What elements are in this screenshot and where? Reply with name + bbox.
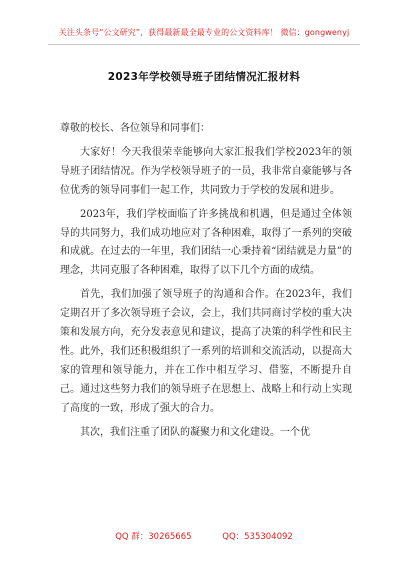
footer-qq-group: QQ 群：30265665 — [115, 532, 192, 542]
paragraph-3: 首先，我们加强了领导班子的沟通和合作。在2023年，我们定期召开了多次领导班子会议，会上，我们共同商讨学校的重大决策和发展方向，充分发表意见和建议，提高了决策的科学性和民主性。此外，我们还积极组织了一系列的培训和交流活动，以提高大家的管理和领导能力，并在工作中相互学习、借鉴，不断提升自己。通过这些努力我们的领导班子在思想上、战略上和行动上实现了高度的一致，形成了强大的合力。 — [60, 289, 352, 414]
footer-contact — [0, 530, 408, 542]
salutation: 尊敬的校长、各位领导和同事们： — [60, 123, 210, 134]
footer-qq: QQ：535304092 — [222, 532, 293, 542]
paragraph-2: 2023年，我们学校面临了许多挑战和机遇，但是通过全体领导的共同努力，我们成功地应对了各种困难，取得了一系列的突破和成就。在过去的一年里，我们团结一心秉持着“团结就是力量”的理念，共同克服了各种困难，取得了以下几个方面的成绩。 — [60, 208, 352, 277]
document-title: 2023年学校领导班子团结情况汇报材料 — [107, 71, 301, 83]
header-banner: 关注头条号“公文研究”，获得最新最全最专业的公文资料库！ 微信：gongwenyj — [58, 28, 350, 37]
document-body — [60, 120, 352, 448]
header-divider — [48, 44, 360, 45]
paragraph-1: 大家好！今天我很荣幸能够向大家汇报我们学校2023年的领导班子团结情况。作为学校领导班子的一员，我非常自豪能够与各位优秀的领导同事们一起工作，共同致力于学校的发展和进步。 — [60, 146, 352, 196]
paragraph-4: 其次，我们注重了团队的凝聚力和文化建设。一个优 — [80, 426, 310, 438]
